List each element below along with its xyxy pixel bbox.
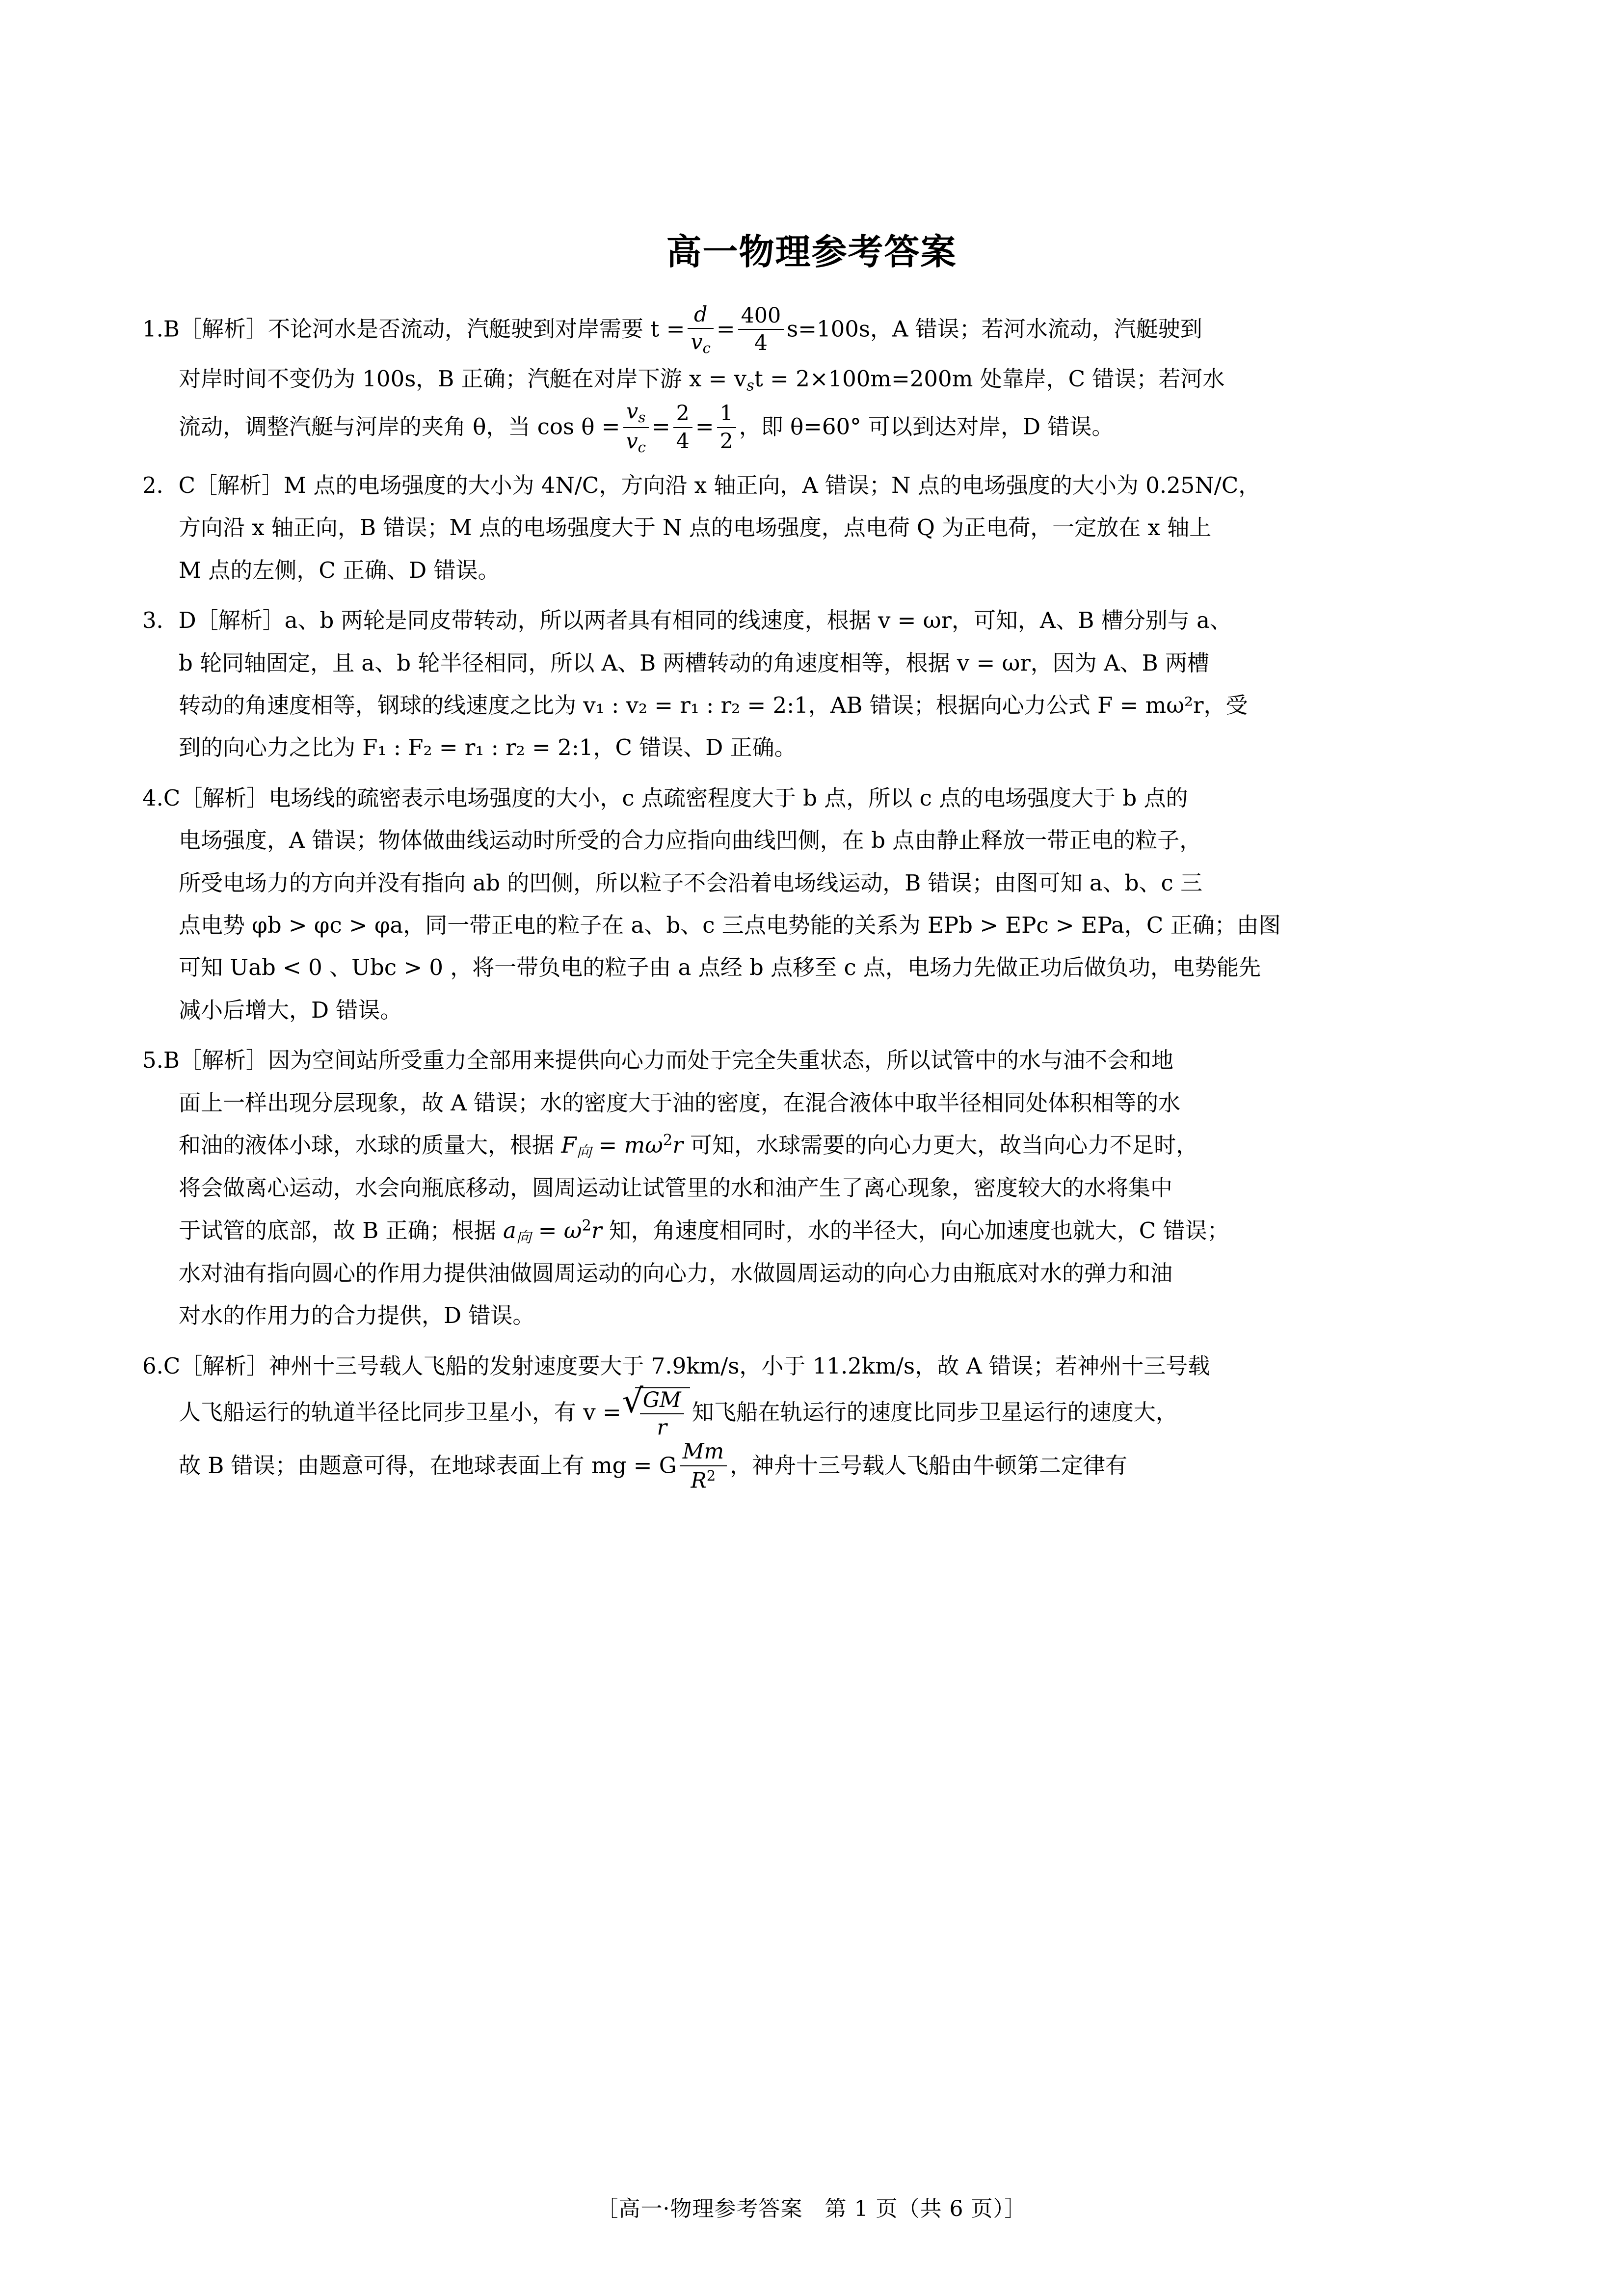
answer-5-text-3: 和油的液体小球，水球的质量大，根据	[179, 1132, 555, 1158]
answer-6-line-2	[142, 1387, 1500, 1441]
answer-5-line-2: 面上一样出现分层现象，故 A 错误；水的密度大于油的密度，在混合液体中取半径相同处体积相等的水	[179, 1089, 1181, 1116]
answer-2-line-1: 2．C［解析］M 点的电场强度的大小为 4N/C，方向沿 x 轴正向，A 错误；N 点的电场强度的大小为 0.25N/C，	[142, 472, 1261, 499]
answer-1-text-1: 1.B［解析］不论河水是否流动，汽艇驶到对岸需要 t =	[142, 316, 685, 342]
answer-6-text-2: 人飞船运行的轨道半径比同步卫星小，有 v =	[179, 1399, 621, 1426]
answer-5-text-5: 于试管的底部，故 B 正确；根据	[179, 1217, 496, 1243]
answer-item-6	[142, 1345, 1500, 1494]
answer-1-line-2: 对岸时间不变仍为 100s，B 正确；汽艇在对岸下游 $x = v_st = 2\times 100m=200m$ 处靠岸，C 错误；若河水	[179, 365, 1225, 395]
fraction-gm-over-r: √ $\frac{GM}{r}$	[640, 1388, 684, 1440]
answer-5-line-5	[142, 1210, 1500, 1252]
answer-1-text-2: s=100s，A 错误；若河水流动，汽艇驶到	[787, 316, 1202, 342]
answer-5-line-1: 5.B［解析］因为空间站所受重力全部用来提供向心力而处于完全失重状态，所以试管中的水与油不会和地	[142, 1047, 1174, 1074]
answer-item-2	[142, 464, 1500, 592]
answer-4-line-5: 可知 Uab < 0 、Ubc > 0 ，将一带负电的粒子由 a 点经 b 点移至 c 点，电场力先做正功后做负功，电势能先	[179, 954, 1261, 981]
answer-5-text-4: 可知，水球需要的向心力更大，故当向心力不足时，	[690, 1132, 1198, 1158]
answer-4-line-4: 点电势 φb > φc > φa，同一带正电的粒子在 a、b、c 三点电势能的关系为 EPb > EPc > EPa，C 正确；由图	[179, 912, 1281, 938]
answer-5-line-4: 将会做离心运动，水会向瓶底移动，圆周运动让试管里的水和油产生了离心现象，密度较大的水将集中	[179, 1175, 1173, 1201]
answer-1-text-5: 流动，调整汽艇与河岸的夹角 θ，当 cos θ =	[179, 413, 620, 440]
fraction-1-over-2: $\frac{1}{2}$	[717, 402, 736, 453]
answer-item-4	[142, 777, 1500, 1031]
formula-centripetal-acceleration: $a_向 = \omega^2r$	[503, 1217, 602, 1246]
equals-sign-1: =	[716, 316, 735, 342]
answer-3-line-4: 到的向心力之比为 F₁ : F₂ = r₁ : r₂ = 2:1，C 错误、D 正确。	[179, 734, 797, 761]
answer-1-line-3	[142, 401, 1500, 457]
fraction-2-over-4: $\frac{2}{4}$	[673, 402, 692, 453]
sqrt-gm-over-r	[622, 1387, 690, 1441]
answer-4-line-6: 减小后增大，D 错误。	[179, 997, 402, 1023]
answer-6-text-3: 知飞船在轨运行的速度比同步卫星运行的速度大，	[692, 1399, 1178, 1426]
answer-5-line-3	[142, 1124, 1500, 1167]
answer-6-line-3	[142, 1441, 1500, 1494]
answer-1-line-1	[142, 304, 1500, 358]
answer-4-line-1: 4.C［解析］电场线的疏密表示电场强度的大小，c 点疏密程度大于 b 点，所以 c 点的电场强度大于 b 点的	[142, 784, 1188, 811]
answer-1-text-3: 对岸时间不变仍为 100s，B 正确；汽艇在对岸下游 x = v	[179, 365, 747, 392]
answer-5-line-6: 水对油有指向圆心的作用力提供油做圆周运动的向心力，水做圆周运动的向心力由瓶底对水的弹力和油	[179, 1260, 1173, 1286]
answer-item-3	[142, 599, 1500, 769]
fraction-400-over-4: $\frac{400}{4}$	[738, 304, 784, 355]
answer-1-text-6: ，即 θ=60° 可以到达对岸，D 错误。	[739, 413, 1114, 440]
page-footer: ［高一·物理参考答案 第 1 页（共 6 页）］	[596, 2196, 1027, 2221]
equals-sign-3: =	[695, 413, 714, 440]
answer-6-text-5: ，神舟十三号载人飞船由牛顿第二定律有	[730, 1452, 1128, 1479]
answer-item-5	[142, 1039, 1500, 1337]
answer-4-line-3: 所受电场力的方向并没有指向 ab 的凹侧，所以粒子不会沿着电场线运动，B 错误；由图可知 a、b、c 三	[179, 869, 1203, 896]
page-title: 高一物理参考答案	[666, 231, 957, 272]
answer-5-line-7: 对水的作用力的合力提供，D 错误。	[179, 1302, 535, 1329]
answer-3-line-1: 3．D［解析］a、b 两轮是同皮带转动，所以两者具有相同的线速度，根据 v = ωr，可知，A、B 槽分别与 a、	[142, 607, 1232, 634]
fraction-vs-over-vc: $\frac{v_s}{v_c}$	[623, 400, 649, 456]
fraction-mm-over-r2: $\frac{Mm}{R^2}$	[680, 1440, 727, 1493]
answer-2-line-3: M 点的左侧，C 正确、D 错误。	[179, 557, 500, 583]
equals-sign-2: =	[651, 413, 670, 440]
fraction-d-over-vc: $\frac{d}{v_c}$	[688, 303, 713, 357]
answer-6-line-1: 6.C［解析］神州十三号载人飞船的发射速度要大于 7.9km/s，小于 11.2km/s，故 A 错误；若神州十三号载	[142, 1352, 1210, 1379]
answers-body	[0, 304, 1623, 1494]
answer-2-line-2: 方向沿 x 轴正向，B 错误；M 点的电场强度大于 N 点的电场强度，点电荷 Q 为正电荷，一定放在 x 轴上	[179, 514, 1212, 541]
formula-centripetal-force: $F_向 = m\omega^2r$	[561, 1132, 683, 1161]
answer-4-line-2: 电场强度，A 错误；物体做曲线运动时所受的合力应指向曲线凹侧，在 b 点由静止释放一带正电的粒子，	[179, 827, 1202, 854]
answer-1-text-4: t = 2×100m=200m 处靠岸，C 错误；若河水	[754, 365, 1225, 392]
answer-3-line-2: b 轮同轴固定，且 a、b 轮半径相同，所以 A、B 两槽转动的角速度相等，根据 v = ωr，因为 A、B 两槽	[179, 649, 1209, 676]
answer-item-1	[142, 304, 1500, 457]
answer-3-line-3: 转动的角速度相等，钢球的线速度之比为 v₁ : v₂ = r₁ : r₂ = 2:1，AB 错误；根据向心力公式 F = mω²r，受	[179, 692, 1248, 719]
answer-5-text-6: 知，角速度相同时，水的半径大，向心加速度也就大，C 错误；	[609, 1217, 1229, 1243]
answer-6-text-4: 故 B 错误；由题意可得，在地球表面上有 mg = G	[179, 1452, 677, 1479]
